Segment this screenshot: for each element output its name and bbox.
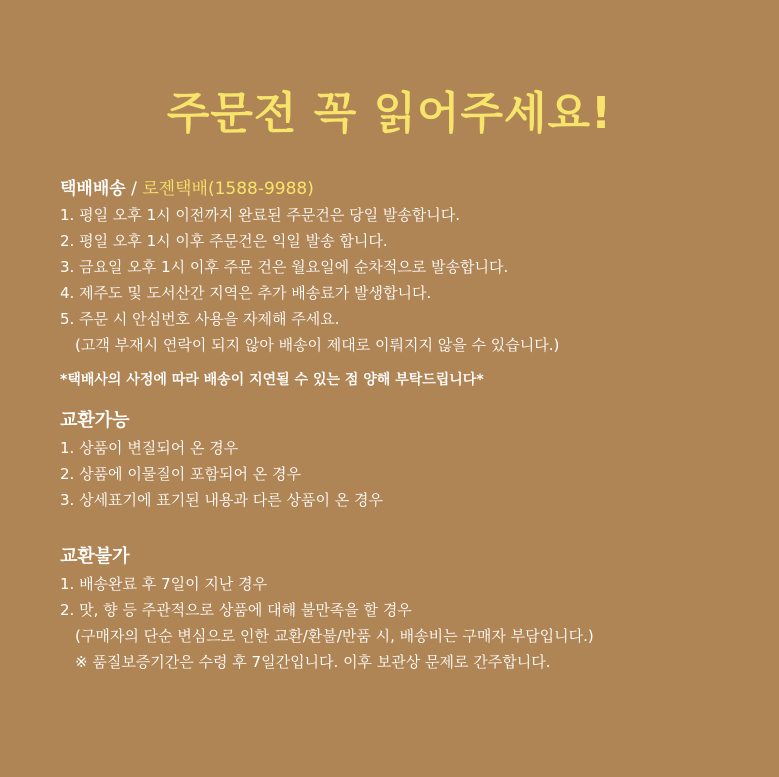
exchange-no-item-1: 1. 배송완료 후 7일이 지난 경우 xyxy=(60,575,268,593)
shipping-item-4: 4. 제주도 및 도서산간 지역은 추가 배송료가 발생합니다. xyxy=(60,284,432,302)
page-title: 주문전 꼭 읽어주세요! xyxy=(166,88,613,139)
courier-info: 로젠택배(1588-9988) xyxy=(142,179,314,199)
shipping-item-3: 3. 금요일 오후 1시 이후 주문 건은 월요일에 순차적으로 발송합니다. xyxy=(60,258,509,276)
exchange-ok-section xyxy=(60,407,760,513)
shipping-item-2: 2. 평일 오후 1시 이후 주문건은 익일 발송 합니다. xyxy=(60,232,388,250)
exchange-ok-item-3: 3. 상세표기에 표기된 내용과 다른 상품이 온 경우 xyxy=(60,491,383,509)
exchange-no-heading: 교환불가 xyxy=(60,546,130,567)
shipping-item-5: 5. 주문 시 안심번호 사용을 자제해 주세요. xyxy=(60,310,340,328)
exchange-ok-item-2: 2. 상품에 이물질이 포함되어 온 경우 xyxy=(60,465,302,483)
shipping-item-1: 1. 평일 오후 1시 이전까지 완료된 주문건은 당일 발송합니다. xyxy=(60,206,461,224)
exchange-no-note-1: (구매자의 단순 변심으로 인한 교환/환불/반품 시, 배송비는 구매자 부담입니다.) xyxy=(75,627,594,645)
exchange-no-item-2: 2. 맛, 향 등 주관적으로 상품에 대해 불만족을 할 경우 xyxy=(60,601,412,619)
shipping-heading: 택배배송 xyxy=(60,179,126,199)
exchange-no-note-2: ※ 품질보증기간은 수령 후 7일간입니다. 이후 보관상 문제로 간주합니다. xyxy=(75,653,551,671)
exchange-ok-heading: 교환가능 xyxy=(60,410,130,431)
shipping-delay-notice: *택배사의 사정에 따라 배송이 지연될 수 있는 점 양해 부탁드립니다* xyxy=(60,372,484,388)
notice-content xyxy=(60,176,760,675)
shipping-note: (고객 부재시 연락이 되지 않아 배송이 제대로 이뤄지지 않을 수 있습니다.) xyxy=(75,336,560,354)
shipping-heading-row xyxy=(60,176,760,202)
shipping-section xyxy=(60,176,760,393)
exchange-ok-item-1: 1. 상품이 변질되어 온 경우 xyxy=(60,439,239,457)
heading-separator: / xyxy=(125,179,143,199)
exchange-no-section xyxy=(60,543,760,675)
